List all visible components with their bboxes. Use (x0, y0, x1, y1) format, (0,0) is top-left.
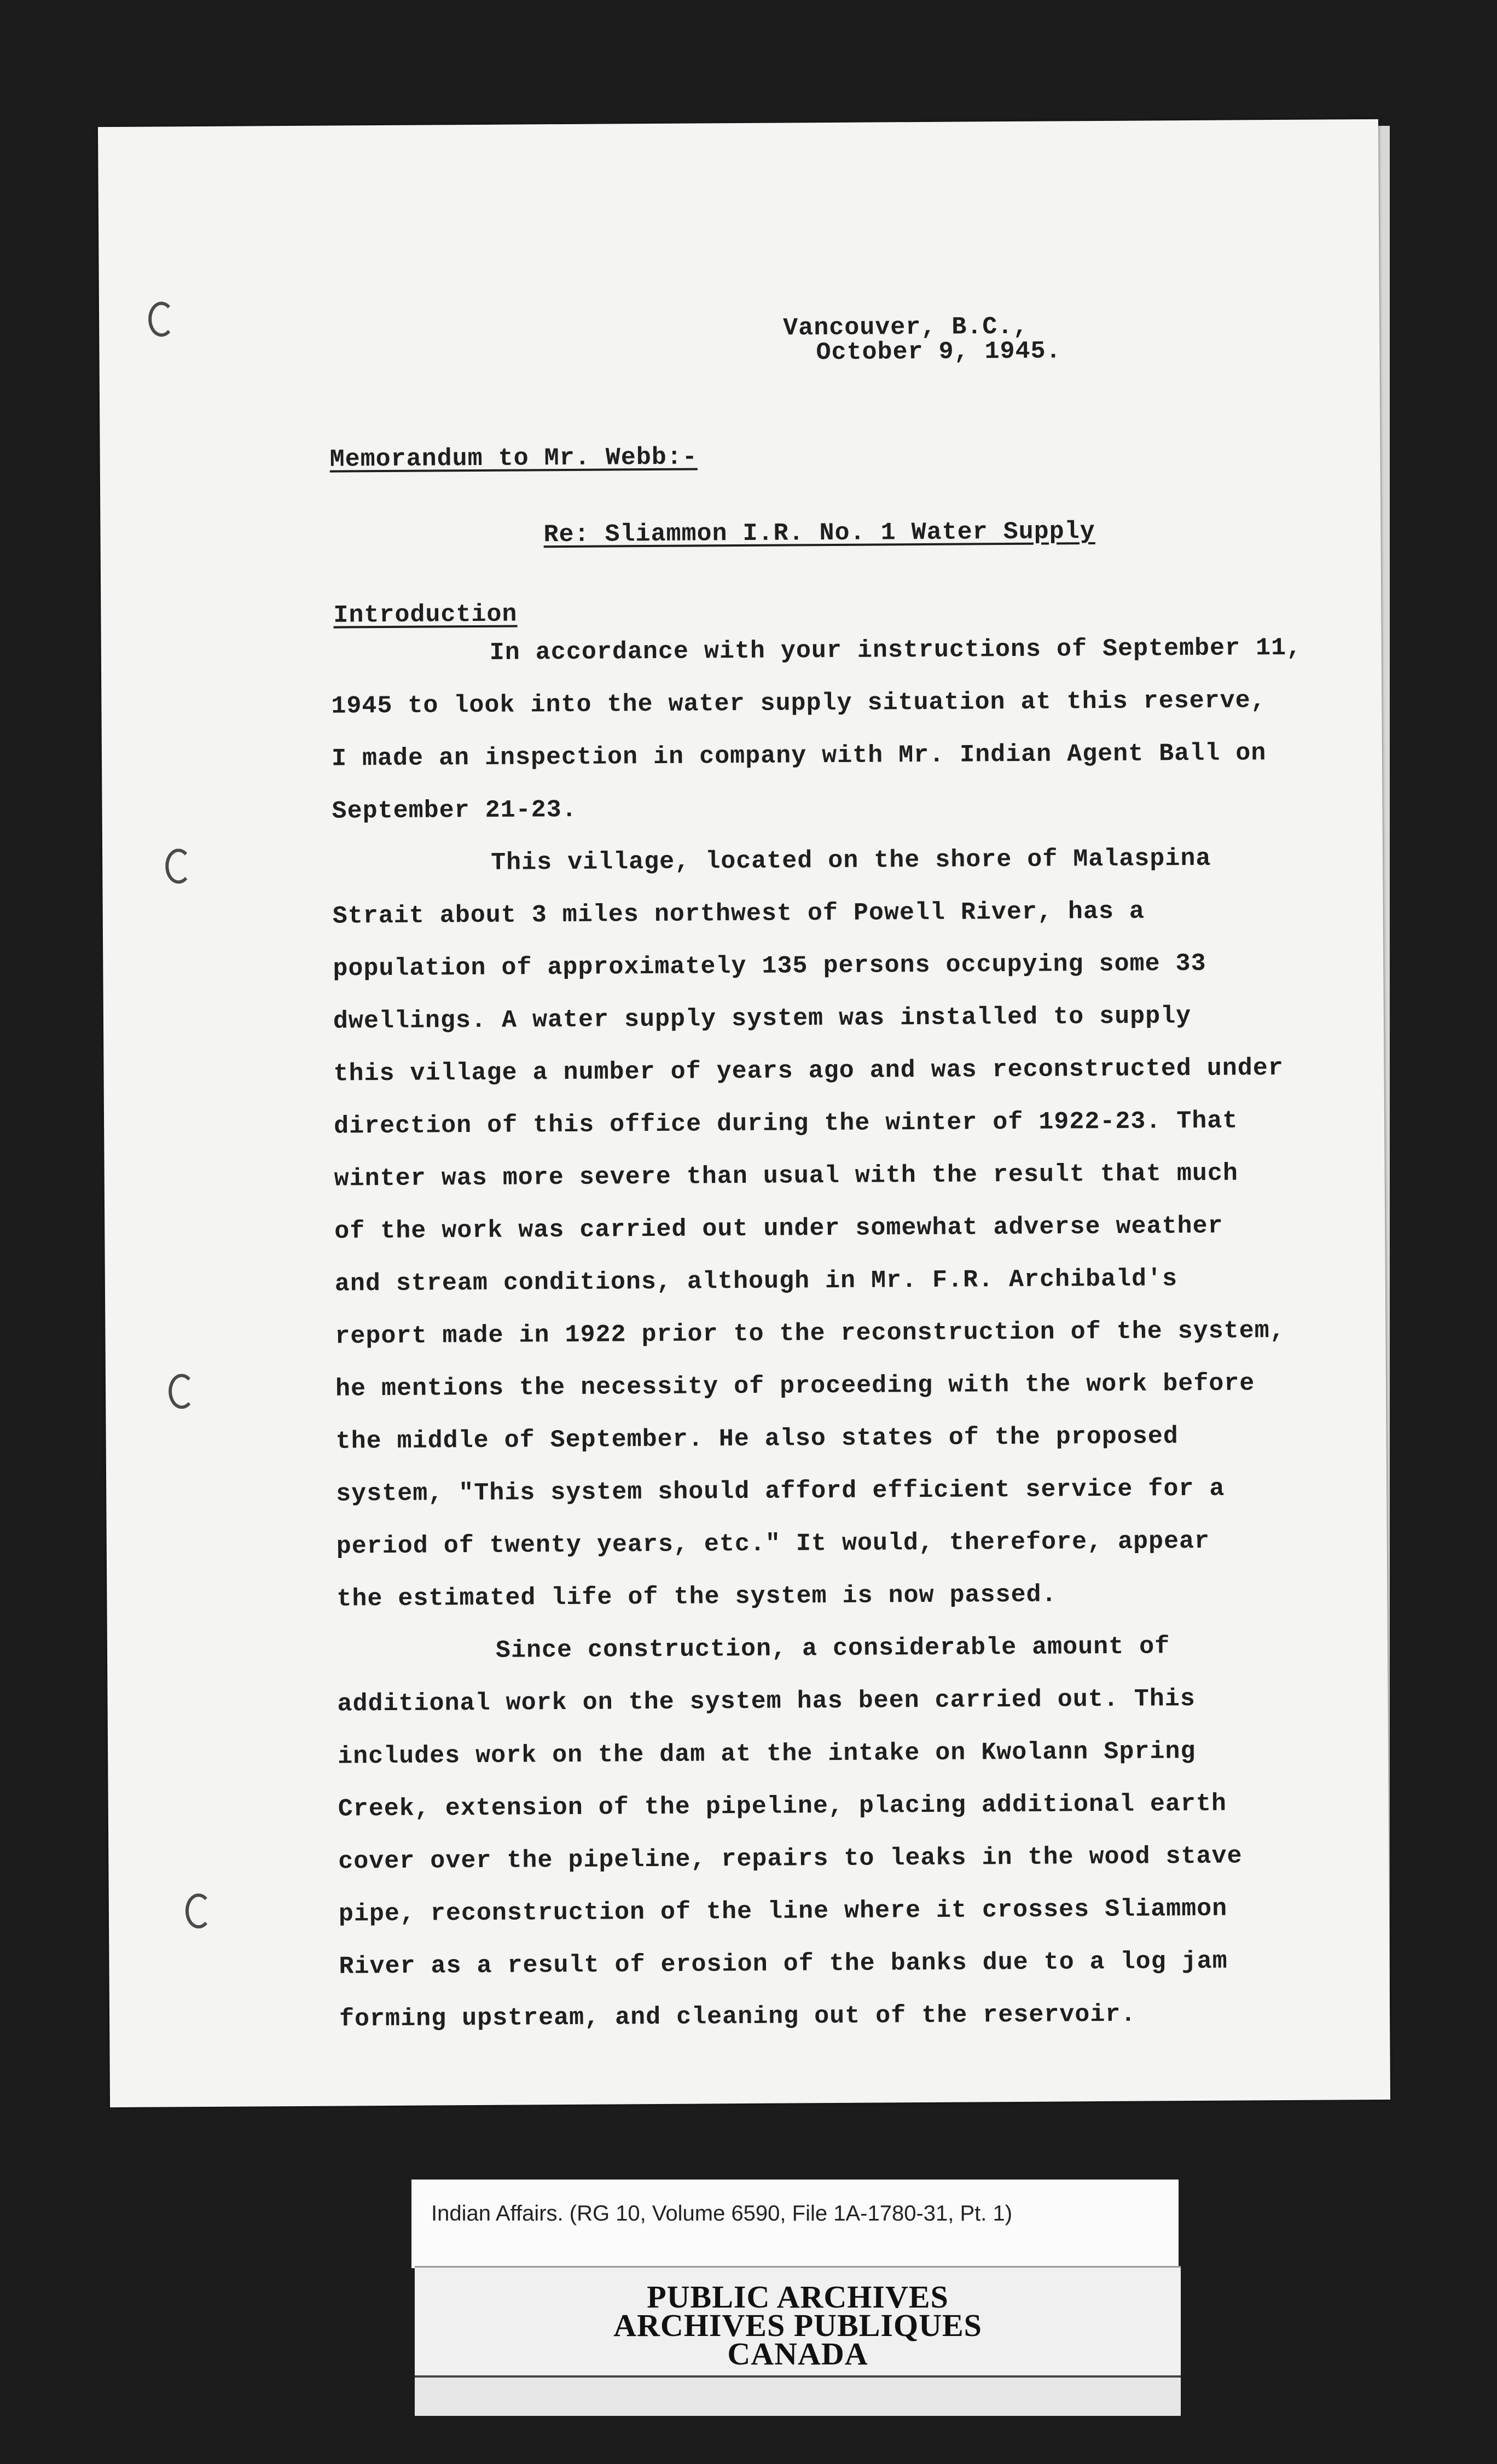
archive-stamp-line-2: ARCHIVES PUBLIQUES (613, 2308, 982, 2343)
memo-page (98, 119, 1390, 2107)
body-line: 1945 to look into the water supply situation at this reserve, (331, 687, 1266, 720)
body-line: dwellings. A water supply system was installed to supply (333, 1002, 1192, 1036)
body-line: Since construction, a considerable amount of (495, 1632, 1170, 1665)
body-line: and stream conditions, although in Mr. F.R. Archibald's (334, 1265, 1178, 1298)
punch-hole (148, 301, 175, 336)
section-heading: Introduction (333, 600, 518, 630)
body-line: pipe, reconstruction of the line where it crosses Sliammon (338, 1895, 1228, 1928)
memo-recipient: Memorandum to Mr. Webb:- (329, 443, 698, 474)
punch-hole (165, 849, 192, 884)
body-line: he mentions the necessity of proceeding with the work before (335, 1369, 1255, 1403)
body-line: Strait about 3 miles northwest of Powell River, has a (332, 897, 1145, 931)
memo-subject: Re: Sliammon I.R. No. 1 Water Supply (543, 518, 1095, 549)
body-line: period of twenty years, etc." It would, therefore, appear (336, 1527, 1210, 1561)
body-line: of the work was carried out under somewhat adverse weather (334, 1212, 1223, 1246)
archive-stamp-line-1: PUBLIC ARCHIVES (647, 2279, 949, 2315)
body-line: This village, located on the shore of Malaspina (491, 844, 1211, 877)
body-line: system, "This system should afford efficient service for a (336, 1474, 1225, 1508)
archive-stamp (415, 2266, 1181, 2377)
body-line: includes work on the dam at the intake on Kwolann Spring (338, 1737, 1196, 1771)
body-line: the middle of September. He also states of the proposed (335, 1422, 1179, 1456)
body-line: forming upstream, and cleaning out of the reservoir. (339, 2000, 1136, 2033)
punch-hole (185, 1893, 212, 1928)
body-line: Creek, extension of the pipeline, placing additional earth (338, 1789, 1227, 1823)
body-line: this village a number of years ago and was reconstructed under (333, 1054, 1284, 1088)
body-line: the estimated life of the system is now passed. (336, 1580, 1057, 1613)
header-place: Vancouver, B.C., (783, 312, 1029, 342)
body-line: River as a result of erosion of the banks due to a log jam (339, 1947, 1228, 1981)
body-line: In accordance with your instructions of September 11, (489, 634, 1302, 667)
body-line: population of approximately 135 persons occupying some 33 (333, 949, 1206, 983)
label-strip (415, 2375, 1181, 2416)
archive-reference: Indian Affairs. (RG 10, Volume 6590, File 1A-1780-31, Pt. 1) (431, 2201, 1013, 2225)
punch-hole (169, 1374, 195, 1409)
body-line: September 21-23. (332, 795, 577, 826)
archive-reference-label (411, 2180, 1179, 2268)
body-line: winter was more severe than usual with the result that much (334, 1159, 1239, 1193)
body-line: additional work on the system has been carried out. This (337, 1684, 1196, 1718)
body-line: I made an inspection in company with Mr. Indian Agent Ball on (331, 739, 1267, 773)
body-line: report made in 1922 prior to the reconstruction of the system, (335, 1316, 1285, 1351)
header-date: October 9, 1945. (816, 337, 1061, 367)
memo-body (331, 634, 1380, 2128)
body-line: direction of this office during the winter of 1922-23. That (333, 1107, 1238, 1141)
body-line: cover over the pipeline, repairs to leaks in the wood stave (338, 1842, 1243, 1876)
archive-stamp-line-3: CANADA (727, 2336, 868, 2372)
